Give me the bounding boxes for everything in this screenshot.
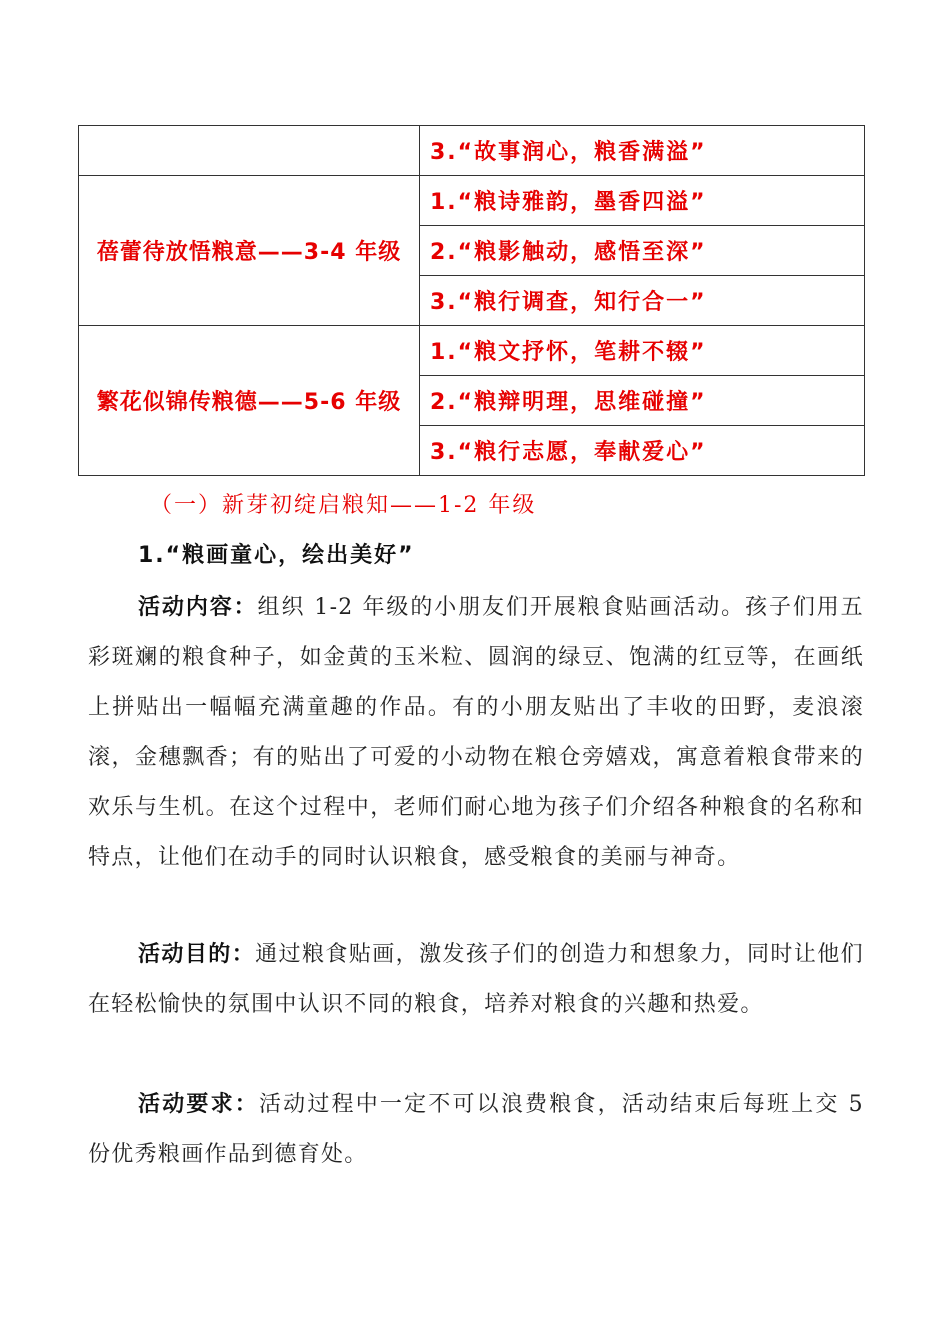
activity-cell: 1.“粮文抒怀，笔耕不辍” [420, 326, 865, 376]
paragraph-text: 活动过程中一定不可以浪费粮食，活动结束后每班上交 5 份优秀粮画作品到德育处。 [88, 1092, 864, 1167]
table-row [79, 326, 865, 376]
activity-purpose-paragraph [88, 930, 864, 1030]
activity-cell: 3.“粮行志愿，奉献爱心” [420, 426, 865, 476]
activity-cell: 3.“故事润心，粮香满溢” [420, 126, 865, 176]
paragraph-text: 组织 1-2 年级的小朋友们开展粮食贴画活动。孩子们用五彩斑斓的粮食种子，如金黄的玉米粒、圆润的绿豆、饱满的红豆等，在画纸上拼贴出一幅幅充满童趣的作品。有的小朋友贴出了丰收的田野，麦浪滚滚，金穗飘香；有的贴出了可爱的小动物在粮仓旁嬉戏，寓意着粮食带来的欢乐与生机。在这个过程中，老师们耐心地为孩子们介绍各种粮食的名称和特点，让他们在动手的同时认识粮食，感受粮食的美丽与神奇。 [88, 595, 864, 870]
activity-content-paragraph [88, 583, 864, 883]
activity-cell: 1.“粮诗雅韵，墨香四溢” [420, 176, 865, 226]
grade-cell: 繁花似锦传粮德——5-6 年级 [79, 326, 420, 476]
activity-table [78, 125, 865, 476]
paragraph-label: 活动内容： [138, 595, 258, 620]
table-row [79, 176, 865, 226]
table-row [79, 126, 865, 176]
paragraph-label: 活动要求： [138, 1092, 259, 1117]
paragraph-label: 活动目的： [138, 942, 256, 967]
activity-cell: 2.“粮影触动，感悟至深” [420, 226, 865, 276]
grade-cell: 蓓蕾待放悟粮意——3-4 年级 [79, 176, 420, 326]
activity-cell: 3.“粮行调查，知行合一” [420, 276, 865, 326]
item-heading: 1.“粮画童心，绘出美好” [138, 543, 415, 568]
paragraph-text: 通过粮食贴画，激发孩子们的创造力和想象力，同时让他们在轻松愉快的氛围中认识不同的粮食，培养对粮食的兴趣和热爱。 [88, 942, 864, 1017]
activity-requirement-paragraph [88, 1080, 864, 1180]
section-heading: （一）新芽初绽启粮知——1-2 年级 [150, 493, 537, 518]
grade-cell [79, 126, 420, 176]
activity-cell: 2.“粮辩明理，思维碰撞” [420, 376, 865, 426]
